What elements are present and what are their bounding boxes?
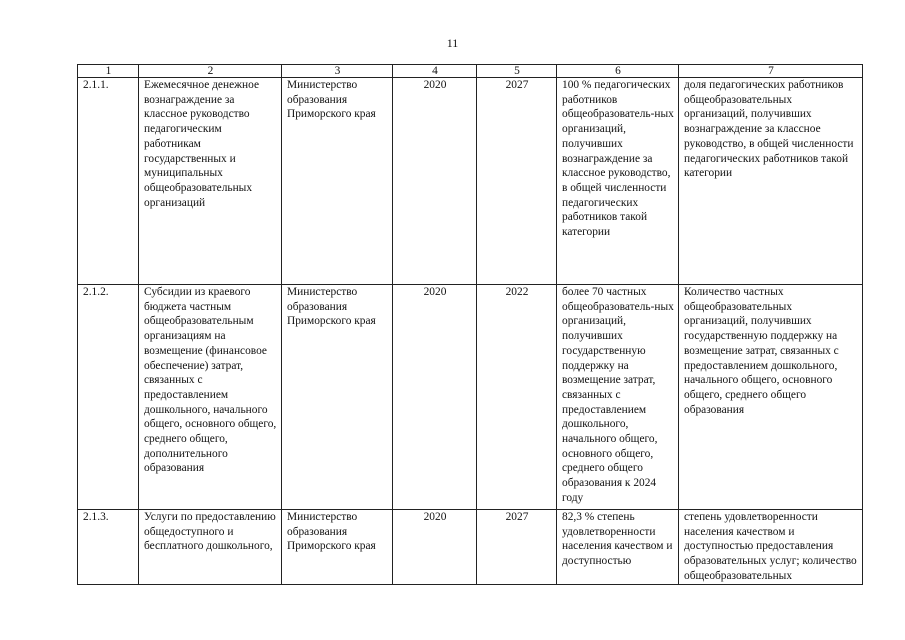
header-col-5: 5 [477,65,557,78]
expected-result: 82,3 % степень удовлетворенности населения качеством и доступностью [562,511,673,568]
indicator: доля педагогических работников общеобразовательных организаций, получивших вознаграждение за классное руководство, в общей численности педагогических работников такой категории [679,78,863,285]
measure-name: Услуги по предоставлению общедоступного и бесплатного дошкольного, [144,511,276,553]
indicator: Количество частных общеобразовательных организаций, получивших государственную поддержку на возмещение затрат, связанных с предоставлением дошкольного, начального общего, основного общего, среднего общего образования [679,285,863,510]
table-row [78,78,863,285]
header-col-6: 6 [557,65,679,78]
indicator: степень удовлетворенности населения качеством и доступностью предоставления образовательных услуг; количество общеобразовательных [684,511,857,582]
end-year: 2027 [505,511,529,523]
program-table [77,64,863,585]
table-row [78,285,863,510]
executor: Министерство образования Приморского края [282,285,393,510]
row-number: 2.1.3. [83,511,109,523]
executor: Министерство образования Приморского края [287,511,376,553]
end-year: 2022 [477,285,557,510]
start-year: 2020 [393,285,477,510]
executor: Министерство образования Приморского края [282,78,393,285]
end-year: 2027 [477,78,557,285]
header-col-4: 4 [393,65,477,78]
header-row [78,65,863,78]
measure-name: Субсидии из краевого бюджета частным общеобразовательным организациям на возмещение (финансовое обеспечение) затрат, связанных с предоставлением дошкольного, начального общего, основного общего, среднего общего, дополнительного образования [139,285,282,510]
page-number: 11 [446,36,459,50]
expected-result: 100 % педагогических работников общеобразователь-ных организаций, получивших вознаграждение за классное руководство, в общей численности педагогических работников такой категории [557,78,679,285]
expected-result: более 70 частных общеобразователь-ных организаций, получивших государственную поддержку на возмещение затрат, связанных с предоставлением дошкольного, начального общего, основного общего, среднего общего образования к 2024 году [557,285,679,510]
start-year: 2020 [423,511,447,523]
header-col-3: 3 [282,65,393,78]
header-col-2: 2 [139,65,282,78]
header-col-1: 1 [78,65,139,78]
row-number: 2.1.2. [78,285,139,510]
table-row [78,510,863,585]
start-year: 2020 [393,78,477,285]
header-col-7: 7 [679,65,863,78]
measure-name: Ежемесячное денежное вознаграждение за классное руководство педагогическим работникам государственных и муниципальных общеобразовательных организаций [139,78,282,285]
row-number: 2.1.1. [78,78,139,285]
